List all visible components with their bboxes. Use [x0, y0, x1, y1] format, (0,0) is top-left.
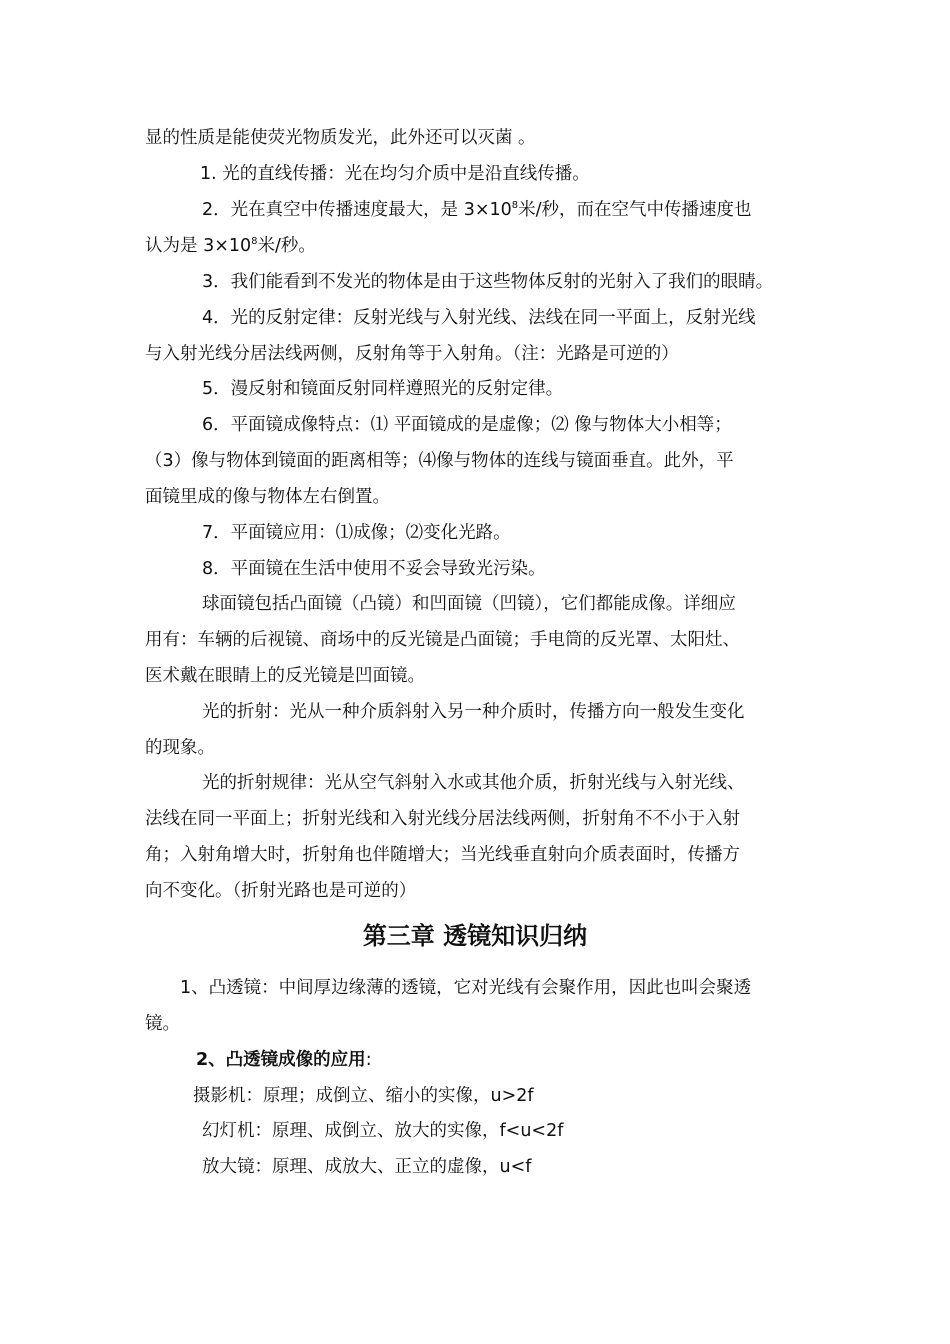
paragraph-line: （3）像与物体到镜面的距离相等；⑷像与物体的连线与镜面垂直。此外，平: [145, 451, 734, 471]
list-item: 放大镜：原理、成放大、正立的虚像，u<f: [202, 1157, 532, 1177]
text-run: 米/秒，而在空气中传播速度也: [518, 200, 752, 220]
paragraph-line: 光的折射：光从一种介质斜射入另一种介质时，传播方向一般发生变化: [202, 702, 745, 722]
superscript: 8: [511, 200, 519, 211]
paragraph-line: 8．平面镜在生活中使用不妥会导致光污染。: [202, 559, 546, 579]
paragraph-line: 6．平面镜成像特点：⑴ 平面镜成的是虚像；⑵ 像与物体大小相等；: [202, 415, 732, 435]
paragraph-line: 用有：车辆的后视镜、商场中的反光镜是凸面镜；手电筒的反光罩、太阳灶、: [145, 630, 740, 650]
text-run: 米/秒。: [257, 236, 316, 256]
paragraph-line: 1. 光的直线传播：光在均匀介质中是沿直线传播。: [200, 164, 590, 184]
chapter-title: 第三章 透镜知识归纳: [362, 922, 588, 950]
paragraph-line: [202, 198, 882, 222]
subheading-text: 2、凸透镜成像的应用: [196, 1050, 366, 1070]
paragraph-line: 法线在同一平面上；折射光线和入射光线分居法线两侧，折射角不不小于入射: [145, 809, 740, 829]
paragraph-line: 向不变化。（折射光路也是可逆的）: [145, 881, 417, 901]
paragraph-line: 球面镜包括凸面镜（凸镜）和凹面镜（凹镜），它们都能成像。详细应: [202, 594, 736, 614]
paragraph-line: 光的折射规律：光从空气斜射入水或其他介质，折射光线与入射光线、: [202, 773, 745, 793]
paragraph-line: 4．光的反射定律：反射光线与入射光线、法线在同一平面上，反射光线: [202, 308, 756, 328]
list-item: 摄影机：原理；成倒立、缩小的实像，u>2f: [193, 1086, 534, 1106]
subheading-colon: :: [365, 1050, 372, 1070]
paragraph-line: 7．平面镜应用：⑴成像；⑵变化光路。: [202, 523, 511, 543]
paragraph-line: 面镜里成的像与物体左右倒置。: [145, 487, 390, 507]
subheading: [196, 1048, 876, 1072]
paragraph-line: 镜。: [145, 1014, 180, 1034]
paragraph-line: 医术戴在眼睛上的反光镜是凹面镜。: [145, 666, 425, 686]
paragraph-line: 5．漫反射和镜面反射同样遵照光的反射定律。: [202, 379, 564, 399]
paragraph-line: 角；入射角增大时，折射角也伴随增大；当光线垂直射向介质表面时，传播方: [145, 845, 740, 865]
superscript: 8: [251, 236, 258, 247]
paragraph-line: 1、凸透镜：中间厚边缘薄的透镜，它对光线有会聚作用，因此也叫会聚透: [180, 978, 752, 998]
list-item: 幻灯机：原理、成倒立、放大的实像，f<u<2f: [202, 1121, 564, 1141]
paragraph-line: 3．我们能看到不发光的物体是由于这些物体反射的光射入了我们的眼睛。: [202, 272, 774, 292]
text-run: 2．光在真空中传播速度最大，是 3×10: [202, 200, 512, 220]
text-run: 认为是 3×10: [145, 236, 252, 256]
paragraph-line: 显的性质是能使荧光物质发光，此外还可以灭菌 。: [145, 128, 536, 148]
paragraph-line: 与入射光线分居法线两侧，反射角等于入射角。（注：光路是可逆的）: [145, 344, 679, 364]
paragraph-line: 的现象。: [145, 738, 215, 758]
paragraph-line: [145, 234, 825, 258]
